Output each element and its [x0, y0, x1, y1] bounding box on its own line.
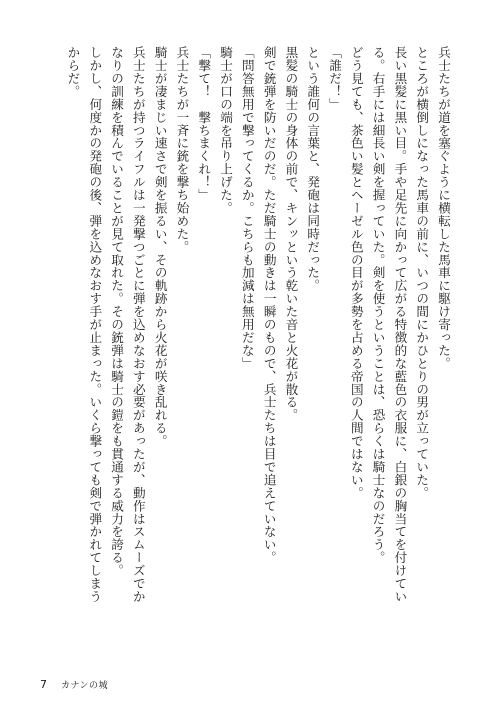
text-line: 剣で銃弾を防いだのだ。ただ騎士の動きは一瞬のもので、兵士たちは目で追えていない。 [261, 46, 277, 564]
text-line: 兵士たちが持つライフルは一発撃つごとに弾を込めなおす必要があったが、動作はスムーズでか [130, 46, 146, 603]
text-line: 騎士が凄まじい速さで剣を振るい、その軌跡から火花が咲き乱れる。 [152, 46, 168, 448]
vertical-text-body [38, 46, 454, 634]
text-line: なりの訓練を積んでいることが見て取れた。その銃弾は騎士の鎧をも貫通する威力を誇る。 [109, 46, 125, 577]
page-number: 7 [40, 677, 47, 691]
page-footer [40, 677, 108, 691]
text-line: 騎士が口の端を吊り上げた。 [218, 46, 234, 215]
text-line: 「問答無用で撃ってくるか。こちらも加減は無用だな」 [239, 46, 255, 370]
text-line: 兵士たちが一斉に銃を撃ち始めた。 [174, 46, 190, 254]
text-line: る。右手には細長い剣を握っていた。剣を使うということは、恐らくは騎士なのだろう。 [370, 46, 386, 564]
text-line: しかし、何度かの発砲の後、弾を込めなおす手が止まった。いくら撃っても剣で弾かれてしまう [87, 46, 103, 603]
text-line: からだ。 [65, 46, 81, 98]
text-line: 長い黒髪に黒い目。手や足先に向かって広がる特徴的な藍色の衣服に、白銀の胸当てを付けてい [392, 46, 408, 603]
text-line: ところが横倒しになった馬車の前に、いつの間にかひとりの男が立っていた。 [414, 46, 430, 500]
text-line: という誰何の言葉と、発砲は同時だった。 [305, 46, 321, 293]
text-line: 兵士たちが道を塞ぐように横転した馬車に駆け寄った。 [436, 46, 451, 370]
book-title: カナンの城 [61, 680, 109, 691]
text-line: 「誰だ！」 [327, 46, 343, 111]
text-line: 黒髪の騎士の身体の前で、キンッという乾いた音と火花が散る。 [283, 46, 299, 422]
text-line: 「撃て！ 撃ちまくれ！」 [196, 46, 212, 202]
text-line: どう見ても、茶色い髪とヘーゼル色の目が多勢を占める帝国の人間ではない。 [348, 46, 364, 500]
